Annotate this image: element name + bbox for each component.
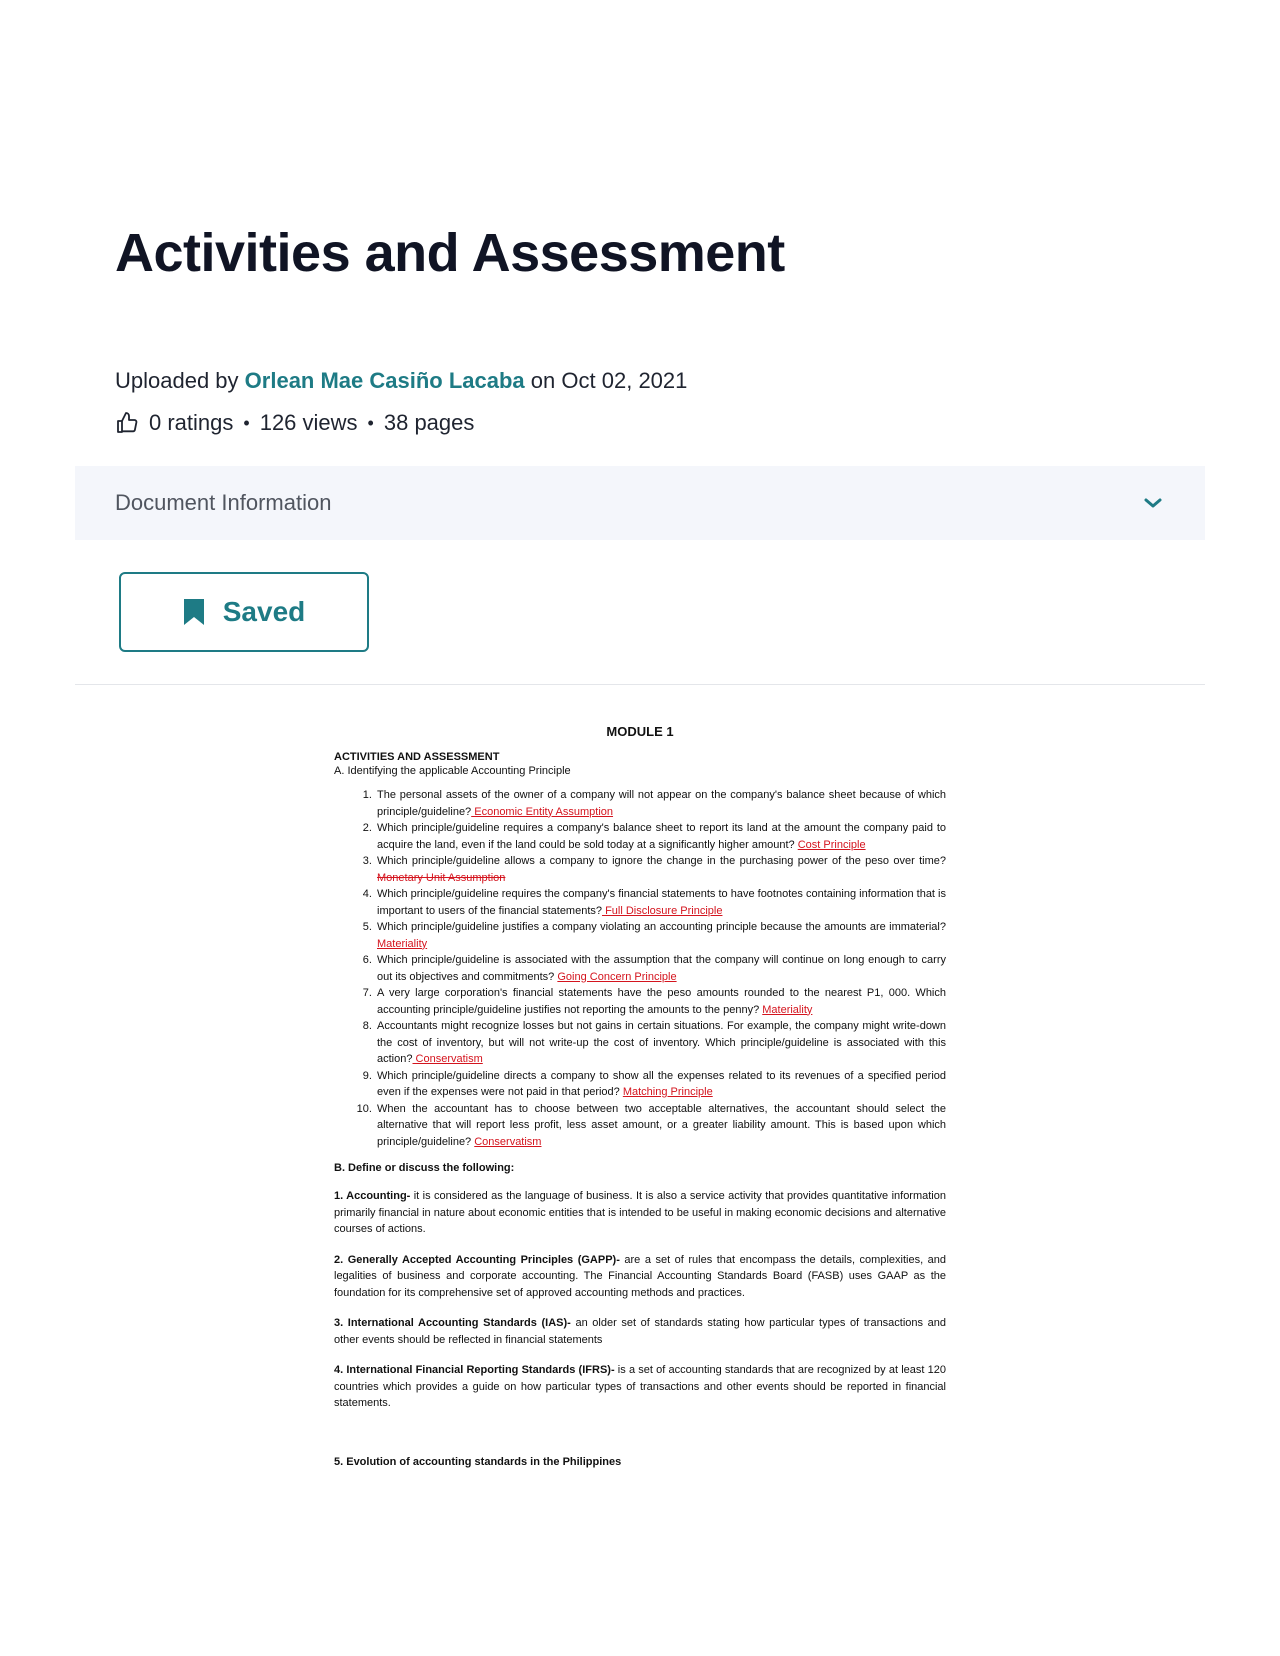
list-item: 5. Which principle/guideline justifies a company violating an accounting principle because the amounts are immaterial? Materiality: [375, 919, 946, 952]
section-title: ACTIVITIES AND ASSESSMENT: [334, 751, 500, 763]
chevron-down-icon[interactable]: [1141, 491, 1165, 515]
upload-date: Oct 02, 2021: [561, 368, 688, 393]
answer: Conservatism: [474, 1135, 542, 1148]
ratings-count: 0 ratings: [149, 410, 234, 435]
answer: Cost Principle: [797, 838, 866, 851]
list-item: 7. A very large corporation's financial statements have the peso amounts rounded to the nearest P1, 000. Which accounting principle/guideline justifies not reporting the amounts to the penny? Materiality: [375, 985, 946, 1018]
thumbs-up-icon[interactable]: [115, 411, 139, 435]
answer: Full Disclosure Principle: [602, 904, 723, 917]
views-count: 126 views: [259, 410, 358, 435]
list-item: 1. The personal assets of the owner of a company will not appear on the company's balance sheet because of which principle/guideline? Economic Entity Assumption: [375, 787, 946, 820]
list-item: 4. Which principle/guideline requires the company's financial statements to have footnotes containing information that is important to users of the financial statements? Full Disclosure Principle: [375, 886, 946, 919]
upload-info: [115, 368, 687, 394]
definition: 3. International Accounting Standards (IAS)- an older set of standards stating how particular types of transactions and other events should be reflected in financial statements: [334, 1317, 947, 1346]
document-page: [334, 724, 946, 1479]
separator-dot: •: [367, 412, 374, 433]
answer: Materiality: [762, 1003, 813, 1016]
list-item: 6. Which principle/guideline is associated with the assumption that the company will continue on long enough to carry out its objectives and commitments? Going Concern Principle: [375, 952, 946, 985]
saved-button[interactable]: [119, 572, 369, 652]
document-information-toggle[interactable]: [75, 466, 1205, 540]
document-title: Activities and Assessment: [115, 223, 785, 283]
list-item: 3. Which principle/guideline allows a company to ignore the change in the purchasing power of the peso over time? Monetary Unit Assumption: [375, 853, 946, 886]
pages-count: 38 pages: [383, 410, 475, 435]
answer: Monetary Unit Assumption: [377, 871, 506, 884]
date-prefix: on: [530, 368, 556, 393]
uploader-link[interactable]: Orlean Mae Casiño Lacaba: [244, 368, 525, 393]
module-heading: MODULE 1: [606, 724, 674, 739]
list-item: 9. Which principle/guideline directs a company to show all the expenses related to its revenues of a specified period even if the expenses were not paid in that period? Matching Principle: [375, 1068, 946, 1101]
list-item: 8. Accountants might recognize losses but not gains in certain situations. For example, the company might write-down the cost of inventory, but will not write-up the cost of inventory. Which principle/guideline is associated with this action? Conservatism: [375, 1018, 946, 1068]
separator-dot: •: [243, 412, 250, 433]
definitions-title: B. Define or discuss the following:: [334, 1162, 515, 1174]
evolution-heading: 5. Evolution of accounting standards in the Philippines: [334, 1455, 622, 1468]
definition: 2. Generally Accepted Accounting Principles (GAPP)- are a set of rules that encompass the details, complexities, and legalities of business and corporate accounting. The Financial Accounting Standards Board (FASB) uses GAAP as the foundation for its comprehensive set of approved accounting methods and practices.: [334, 1253, 947, 1299]
answer: Conservatism: [412, 1053, 483, 1065]
question-list: [334, 787, 946, 1150]
section-subtitle: A. Identifying the applicable Accounting Principle: [334, 765, 571, 777]
list-item: 10. When the accountant has to choose between two acceptable alternatives, the accountant should select the alternative that will report less profit, less asset amount, or a greater liability amount. This is based upon which principle/guideline? Conservatism: [375, 1101, 946, 1151]
saved-button-label: Saved: [222, 596, 306, 627]
uploaded-by-label: Uploaded by: [115, 368, 239, 393]
document-stats: [115, 410, 474, 436]
definition: 1. Accounting- it is considered as the language of business. It is also a service activity that provides quantitative information primarily financial in nature about economic entities that is intended to be useful in making economic decisions and alternative courses of actions.: [334, 1190, 946, 1235]
definition: 4. International Financial Reporting Standards (IFRS)- is a set of accounting standards that are recognized by at least 120 countries which provides a guide on how particular types of transactions and other events should be reported in financial statements.: [334, 1364, 946, 1409]
answer: Matching Principle: [622, 1086, 713, 1098]
document-information-label: Document Information: [115, 490, 332, 515]
list-item: 2. Which principle/guideline requires a company's balance sheet to report its land at the amount the company paid to acquire the land, even if the land could be sold today at a significantly higher amount? Cost Principle: [375, 820, 946, 853]
divider: [75, 684, 1205, 685]
bookmark-icon: [183, 598, 205, 626]
answer: Going Concern Principle: [557, 970, 677, 983]
answer: Materiality: [377, 937, 428, 950]
answer: Economic Entity Assumption: [471, 805, 614, 818]
